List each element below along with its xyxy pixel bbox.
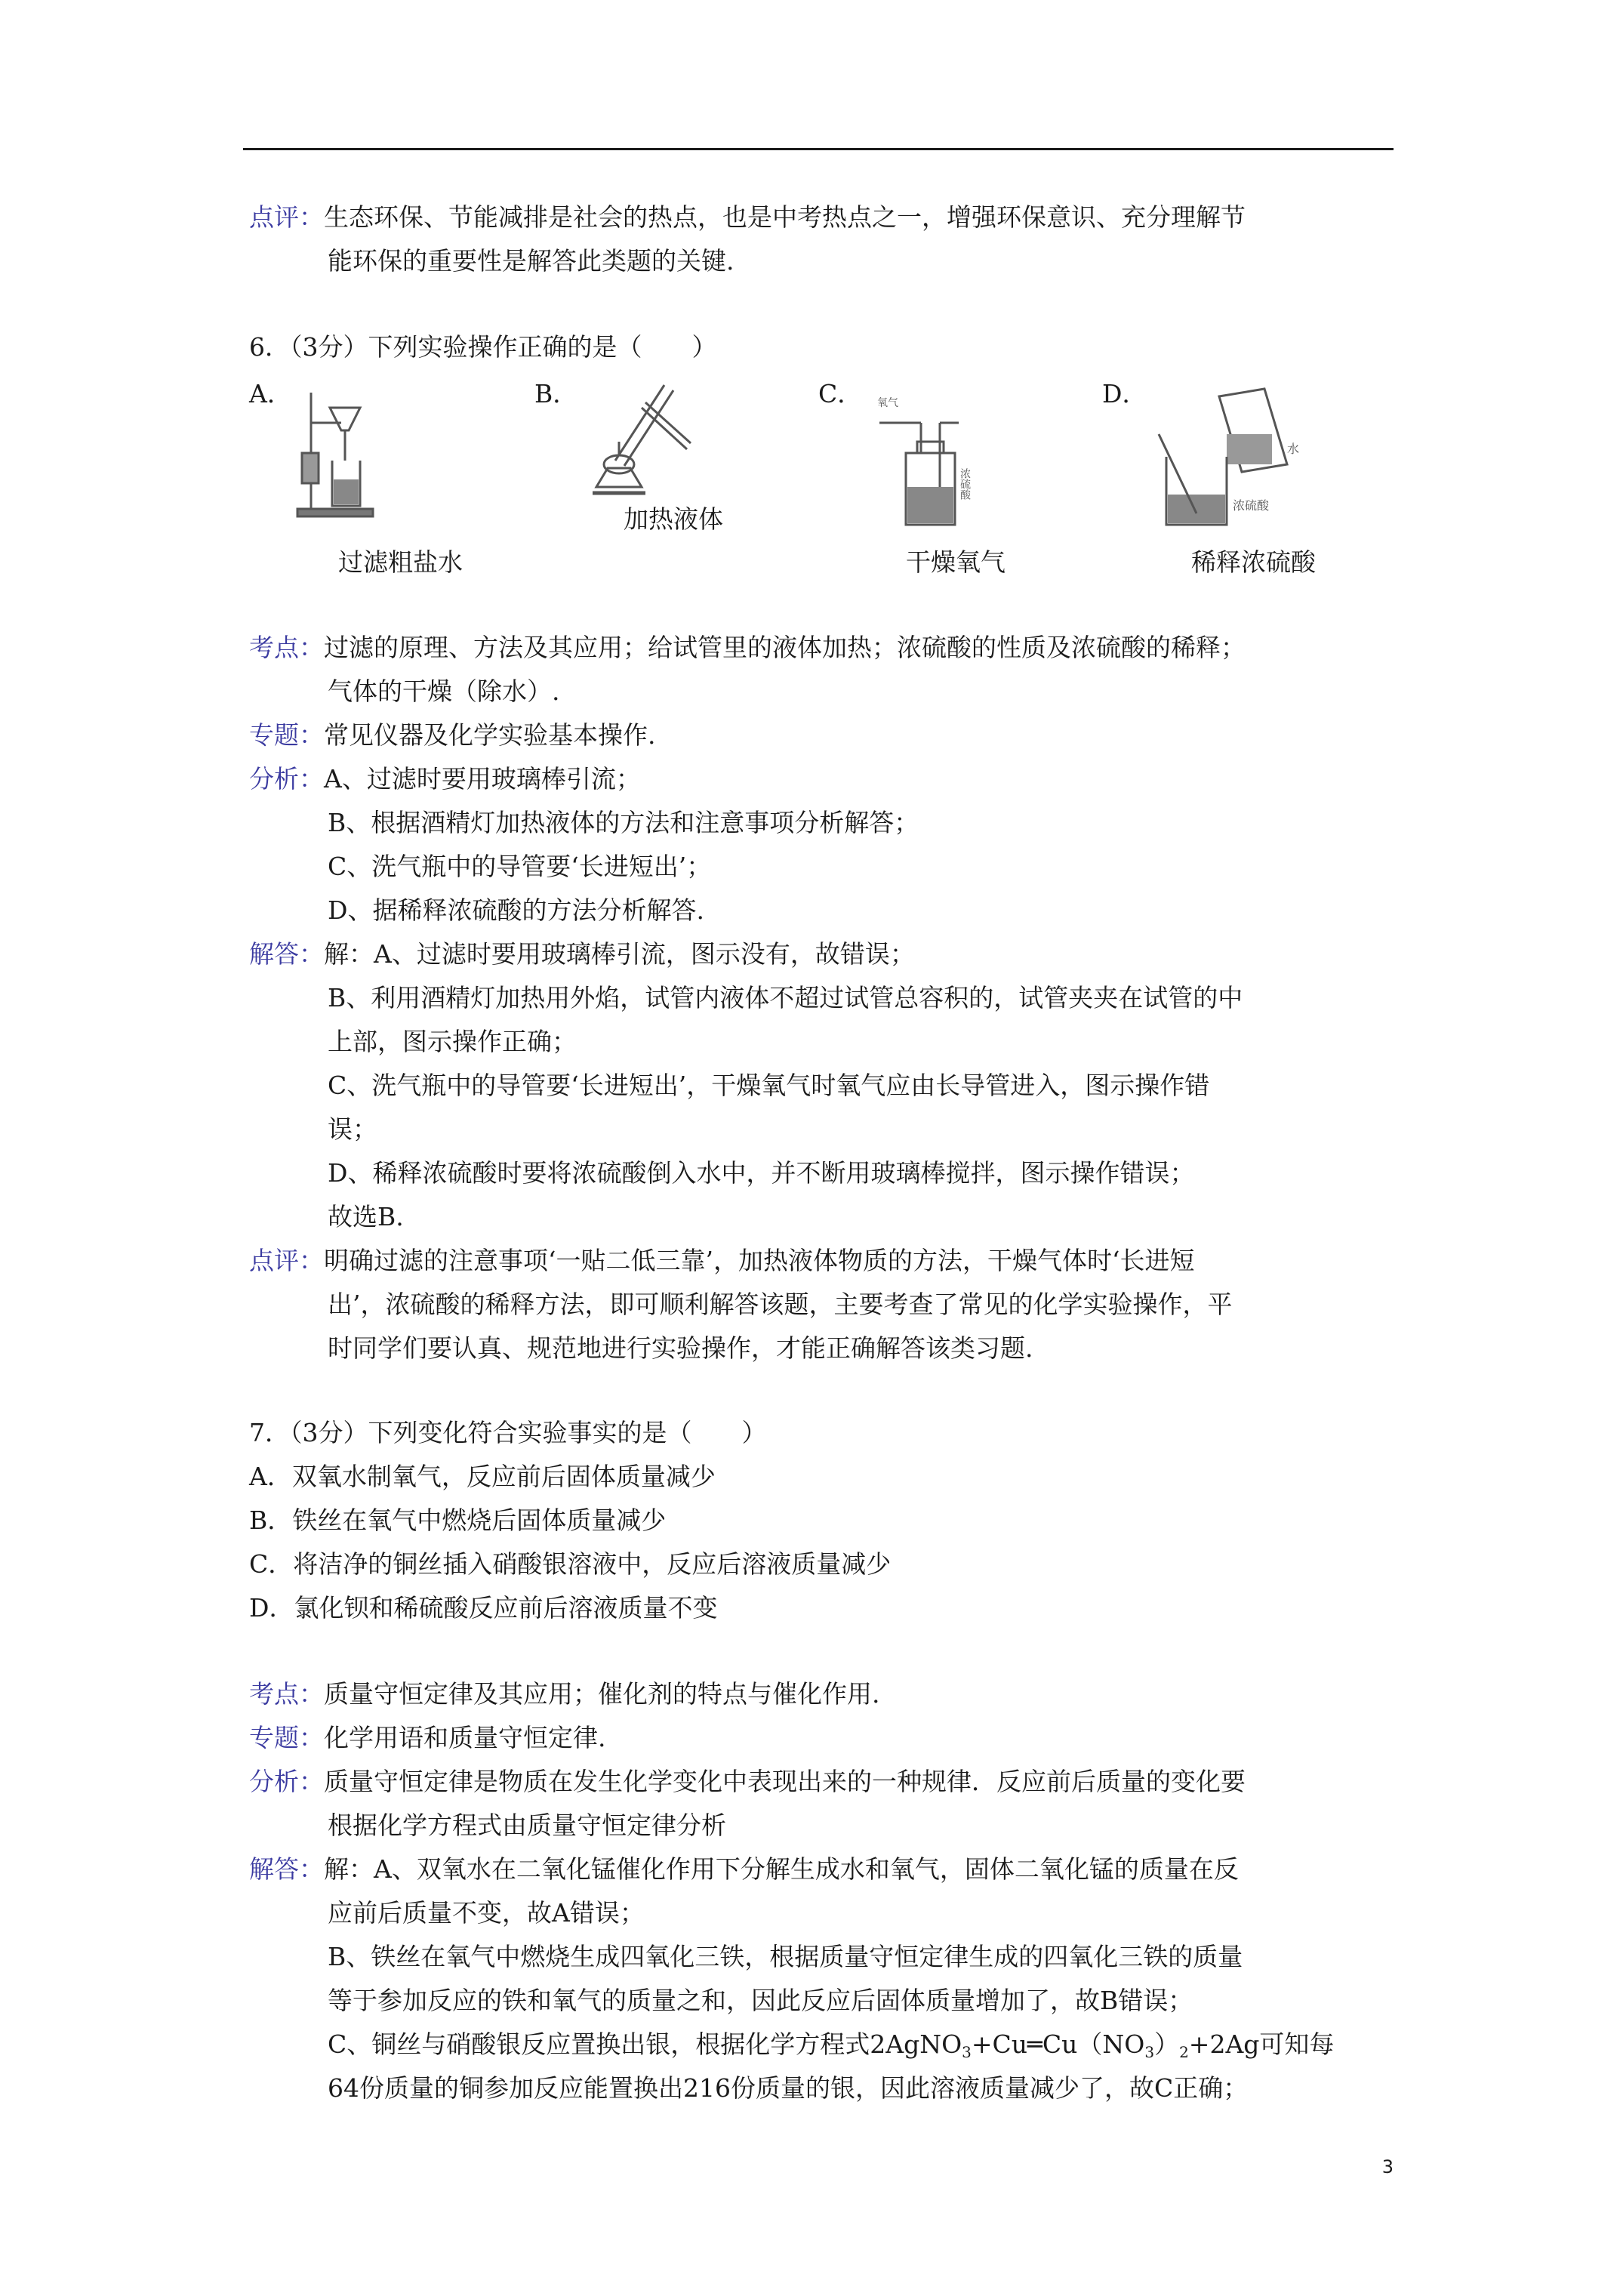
fig-d-acid-label: 浓硫酸 bbox=[1233, 498, 1270, 513]
dilution-beaker-figure bbox=[1151, 381, 1325, 532]
q6-kaodian-line-2: 气体的干燥（除水）. bbox=[328, 676, 560, 706]
q6-caption-c: 干燥氧气 bbox=[906, 547, 1006, 577]
q6-kaodian-line-1: 考点：过滤的原理、方法及其应用；给试管里的液体加热；浓硫酸的性质及浓硫酸的稀释； bbox=[249, 633, 1246, 662]
q6-zhuanti: 专题：常见仪器及化学实验基本操作. bbox=[249, 720, 656, 750]
q7-option-c: C．将洁净的铜丝插入硝酸银溶液中，反应后溶液质量减少 bbox=[249, 1549, 892, 1579]
header-rule bbox=[243, 148, 1394, 150]
heating-liquid-figure bbox=[577, 374, 698, 502]
q6-jieda-line-7: 故选B. bbox=[328, 1202, 404, 1231]
comment-line-2: 能环保的重要性是解答此类题的关键. bbox=[328, 246, 735, 276]
q7-jieda-line-5: C、铜丝与硝酸银反应置换出银，根据化学方程式$2AgNO_3+Cu═Cu(NO_3)_2+2Ag$可知每 bbox=[328, 2029, 1335, 2061]
fig-c-gas-label: 氧气 bbox=[877, 397, 898, 409]
q6-stem: 6．（3分）下列实验操作正确的是（ ） bbox=[249, 332, 717, 362]
fig-c-acid-label: 浓硫酸 bbox=[959, 468, 971, 500]
q6-fenxi-line-3: C、洗气瓶中的导管要‘长进短出’； bbox=[328, 852, 712, 881]
q7-jieda-line-3: B、铁丝在氧气中燃烧生成四氧化三铁，根据质量守恒定律生成的四氧化三铁的质量 bbox=[328, 1942, 1243, 1971]
q6-fenxi-line-4: D、据稀释浓硫酸的方法分析解答. bbox=[328, 895, 704, 925]
filtration-apparatus-figure bbox=[296, 385, 387, 521]
q6-caption-b: 加热液体 bbox=[624, 504, 723, 534]
q7-jieda-line-1: 解答：解：A、双氧水在二氧化锰催化作用下分解生成水和氧气，固体二氧化锰的质量在反 bbox=[249, 1854, 1239, 1884]
q6-fenxi-line-2: B、根据酒精灯加热液体的方法和注意事项分析解答； bbox=[328, 808, 919, 837]
q7-option-a: A．双氧水制氧气，反应前后固体质量减少 bbox=[249, 1462, 716, 1491]
q6-jieda-line-4: C、洗气瓶中的导管要‘长进短出’，干燥氧气时氧气应由长导管进入，图示操作错 bbox=[328, 1071, 1210, 1100]
q6-option-b-letter: B． bbox=[534, 379, 578, 408]
q7-fenxi-line-1: 分析：质量守恒定律是物质在发生化学变化中表现出来的一种规律．反应前后质量的变化要 bbox=[249, 1767, 1246, 1796]
q7-option-d: D．氯化钡和稀硫酸反应前后溶液质量不变 bbox=[249, 1593, 718, 1623]
q7-fenxi-line-2: 根据化学方程式由质量守恒定律分析 bbox=[328, 1811, 726, 1840]
q7-jieda-line-4: 等于参加反应的铁和氧气的质量之和，因此反应后固体质量增加了，故B错误； bbox=[328, 1986, 1193, 2015]
q6-caption-d: 稀释浓硫酸 bbox=[1191, 547, 1316, 577]
q6-caption-a: 过滤粗盐水 bbox=[338, 547, 463, 577]
q6-jieda-line-5: 误； bbox=[328, 1114, 377, 1144]
q7-jieda-line-6: 64份质量的铜参加反应能置换出216份质量的银，因此溶液质量减少了，故C正确； bbox=[328, 2073, 1249, 2103]
page-number: 3 bbox=[1381, 2156, 1394, 2177]
q6-jieda-line-2: B、利用酒精灯加热用外焰，试管内液体不超过试管总容积的，试管夹夹在试管的中 bbox=[328, 983, 1243, 1012]
q6-option-a-letter: A． bbox=[249, 379, 292, 408]
q6-jieda-line-6: D、稀释浓硫酸时要将浓硫酸倒入水中，并不断用玻璃棒搅拌，图示操作错误； bbox=[328, 1158, 1195, 1188]
chemical-equation: $2AgNO_3+Cu═Cu(NO_3)_2+2Ag$ bbox=[870, 2029, 1260, 2061]
q6-jieda-line-1: 解答：解：A、过滤时要用玻璃棒引流，图示没有，故错误； bbox=[249, 939, 915, 969]
q6-jieda-line-3: 上部，图示操作正确； bbox=[328, 1027, 577, 1056]
fig-d-water-label: 水 bbox=[1287, 442, 1300, 456]
gas-washing-bottle-figure bbox=[876, 385, 989, 529]
q6-fenxi-line-1: 分析：A、过滤时要用玻璃棒引流； bbox=[249, 764, 641, 794]
q6-dianping-line-2: 出’，浓硫酸的稀释方法，即可顺利解答该题，主要考查了常见的化学实验操作，平 bbox=[328, 1290, 1233, 1319]
comment-line-1: 点评：生态环保、节能减排是社会的热点，也是中考热点之一，增强环保意识、充分理解节 bbox=[249, 202, 1246, 232]
q6-dianping-line-3: 时同学们要认真、规范地进行实验操作，才能正确解答该类习题. bbox=[328, 1333, 1033, 1363]
q6-dianping-line-1: 点评：明确过滤的注意事项‘一贴二低三靠’，加热液体物质的方法，干燥气体时‘长进短 bbox=[249, 1246, 1195, 1275]
q7-jieda-line-2: 应前后质量不变，故A错误； bbox=[328, 1898, 645, 1928]
comment-label: 点评： bbox=[249, 202, 324, 232]
q6-option-d-letter: D． bbox=[1102, 379, 1147, 408]
q7-zhuanti: 专题：化学用语和质量守恒定律. bbox=[249, 1723, 606, 1752]
q7-stem: 7．（3分）下列变化符合实验事实的是（ ） bbox=[249, 1418, 767, 1447]
q6-option-c-letter: C． bbox=[818, 379, 863, 408]
q7-kaodian: 考点：质量守恒定律及其应用；催化剂的特点与催化作用. bbox=[249, 1679, 880, 1709]
q7-option-b: B．铁丝在氧气中燃烧后固体质量减少 bbox=[249, 1505, 667, 1535]
